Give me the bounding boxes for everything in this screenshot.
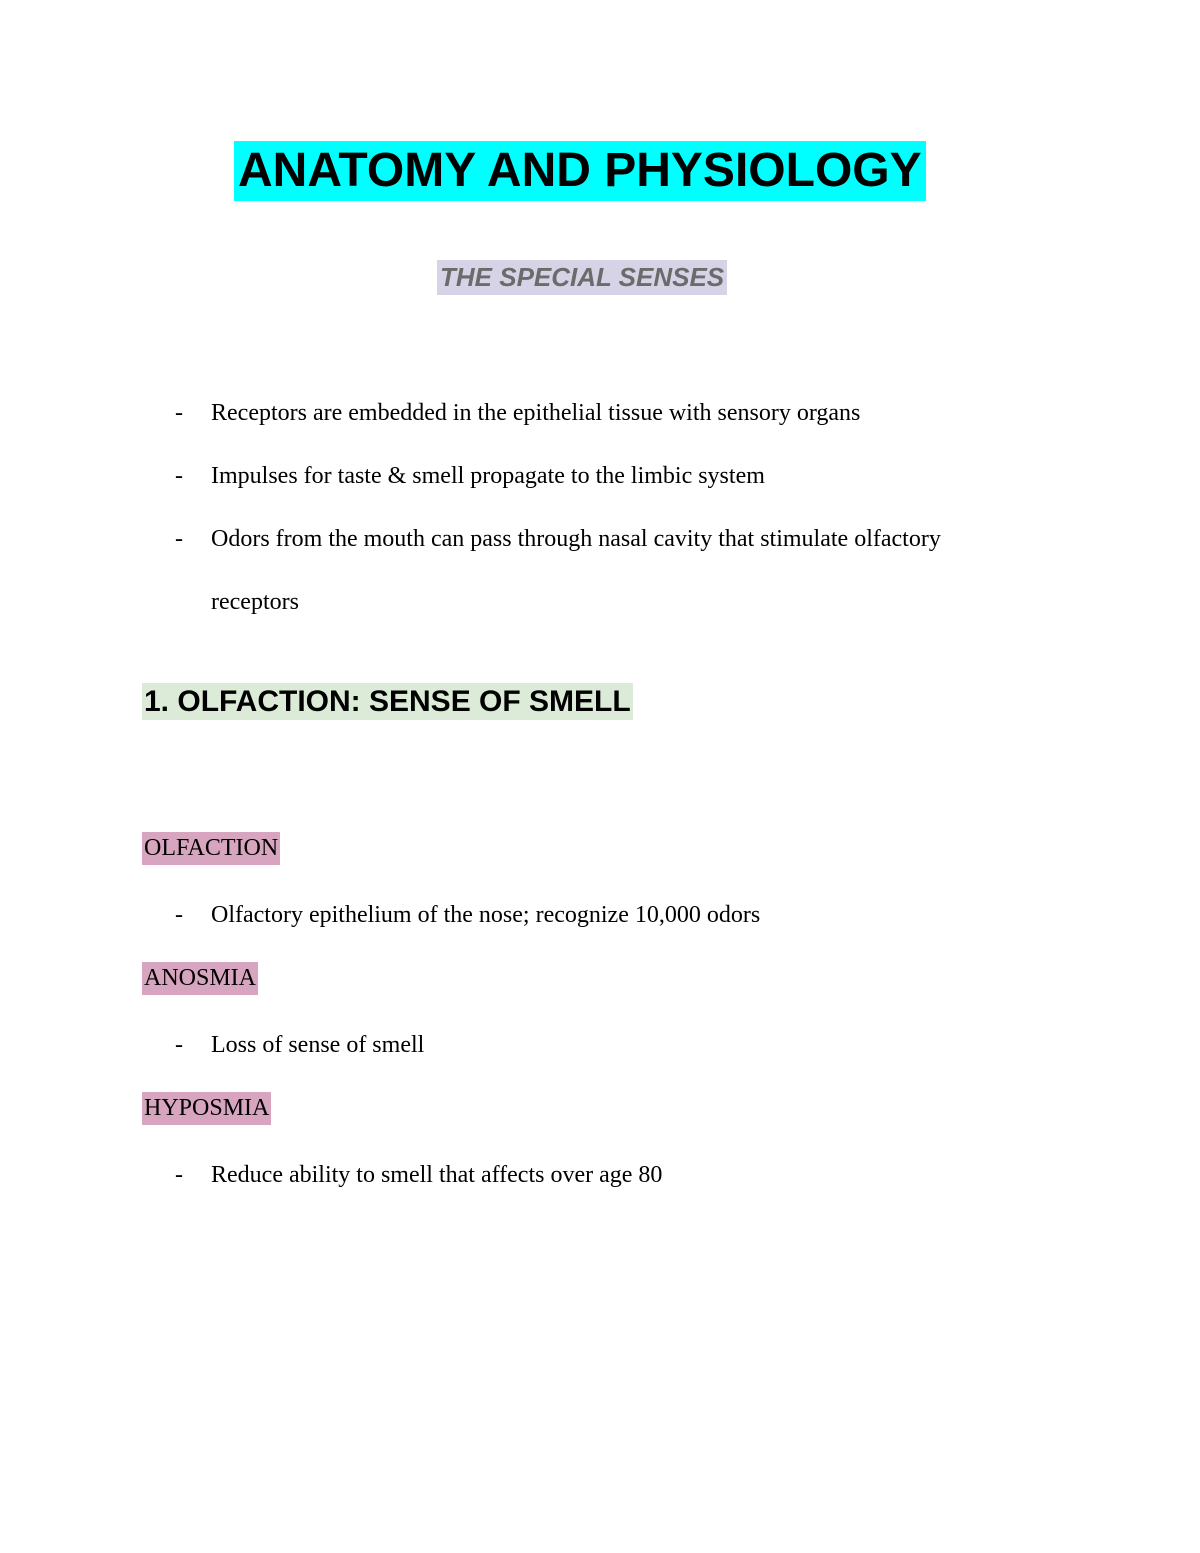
definition-text: Loss of sense of smell <box>211 1032 425 1058</box>
bullet-text: receptors <box>211 589 299 615</box>
page-subtitle: THE SPECIAL SENSES <box>437 260 727 295</box>
bullet-text: Odors from the mouth can pass through nasal cavity that stimulate olfactory <box>211 526 941 552</box>
bullet-marker: - <box>175 526 183 552</box>
definition-text: Olfactory epithelium of the nose; recognize 10,000 odors <box>211 902 761 928</box>
bullet-marker: - <box>175 1162 183 1188</box>
bullet-marker: - <box>175 400 183 426</box>
term-anosmia: ANOSMIA <box>142 962 258 995</box>
bullet-text: Impulses for taste & smell propagate to the limbic system <box>211 463 765 489</box>
bullet-text: Receptors are embedded in the epithelial tissue with sensory organs <box>211 400 861 426</box>
section-heading: 1. OLFACTION: SENSE OF SMELL <box>144 685 631 718</box>
term-hyposmia: HYPOSMIA <box>142 1092 271 1125</box>
bullet-marker: - <box>175 1032 183 1058</box>
definition-text: Reduce ability to smell that affects over age 80 <box>211 1162 663 1188</box>
term-olfaction: OLFACTION <box>142 832 280 865</box>
bullet-marker: - <box>175 902 183 928</box>
bullet-marker: - <box>175 463 183 489</box>
page-title: ANATOMY AND PHYSIOLOGY <box>234 141 926 201</box>
